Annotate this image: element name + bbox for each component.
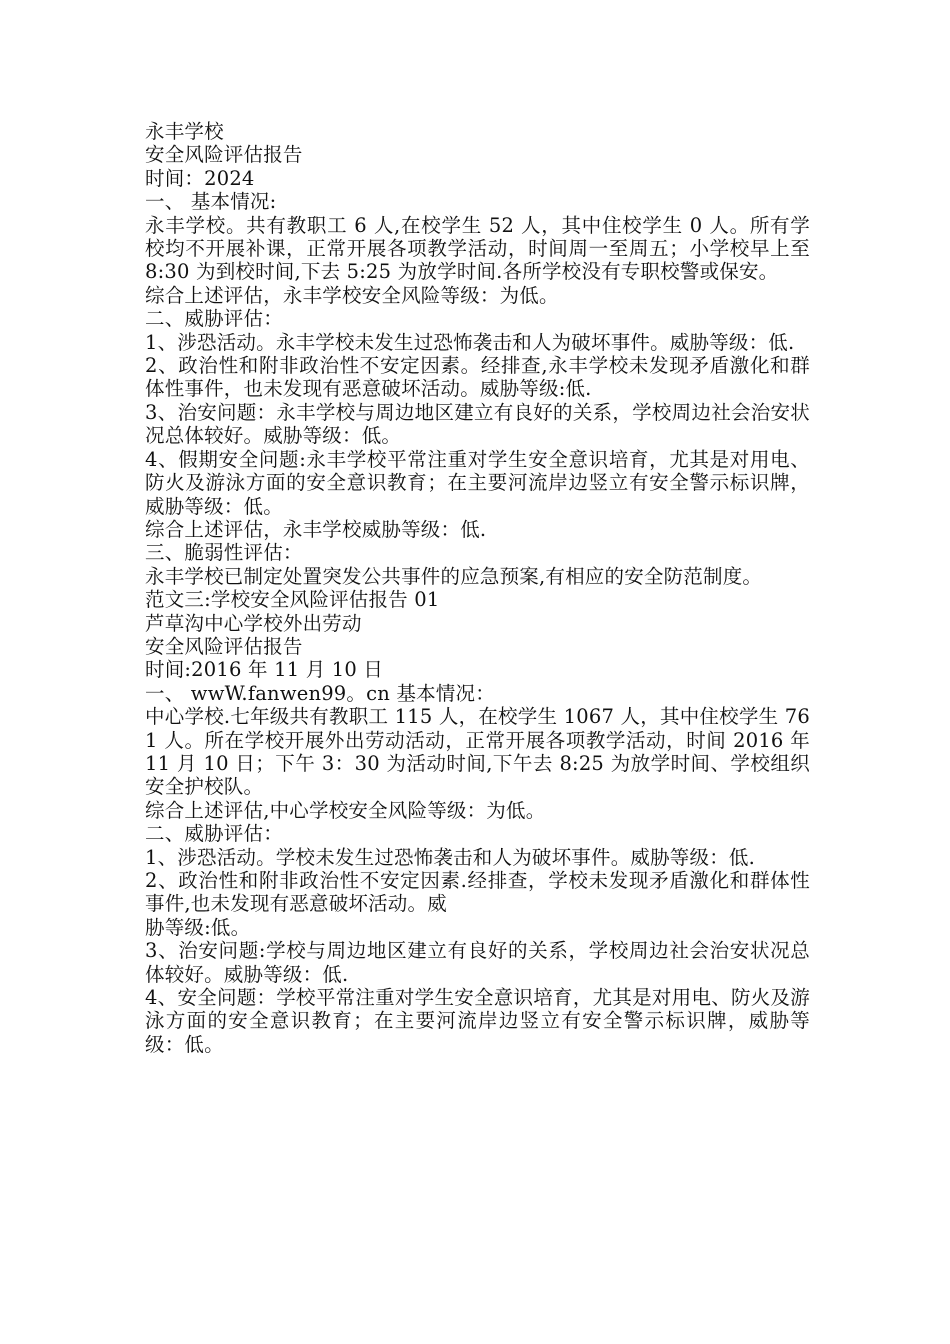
paragraph-risk-summary: 综合上述评估，永丰学校安全风险等级：为低。 xyxy=(145,283,559,307)
sample-paragraph-threat-1: 1、涉恐活动。学校未发生过恐怖袭击和人为破坏事件。威胁等级：低. xyxy=(145,845,756,869)
sample-paragraph-basic-info: 中心学校.七年级共有教职工 115 人，在校学生 1067 人，其中住校学生 761 人。所在学校开展外出劳动活动，正常开展各项教学活动，时间 2016 年 11 月 10 日；下午 3：30 为活动时间,下午去 8:25 为放学时间、学校组织安全护校队。 xyxy=(145,705,810,799)
sample-paragraph-threat-3: 3、治安问题:学校与周边地区建立有良好的关系，学校周边社会治安状况总体较好。威胁等级：低. xyxy=(145,939,810,986)
paragraph-threat-1: 1、涉恐活动。永丰学校未发生过恐怖袭击和人为破坏事件。威胁等级：低. xyxy=(145,330,795,354)
sample-report-title: 安全风险评估报告 xyxy=(145,634,303,658)
sample-report-date: 时间:2016 年 11 月 10 日 xyxy=(145,658,384,682)
paragraph-threat-4: 4、假期安全问题:永丰学校平常注重对学生安全意识培育，尤其是对用电、防火及游泳方面的安全意识教育；在主要河流岸边竖立有安全警示标识牌，威胁等级：低。 xyxy=(145,447,810,518)
school-name: 永丰学校 xyxy=(145,120,224,143)
section-heading-threat: 二、威胁评估： xyxy=(145,307,283,331)
sample-paragraph-threat-4: 4、安全问题：学校平常注重对学生安全意识培育，尤其是对用电、防火及游泳方面的安全意识教育；在主要河流岸边竖立有安全警示标识牌，威胁等级：低。 xyxy=(145,986,810,1056)
section-heading-vulnerability: 三、脆弱性评估： xyxy=(145,541,303,565)
sample-section-heading-basic: 一、 wwW.fanwen99。cn 基本情况： xyxy=(145,681,495,705)
sample-heading: 范文三:学校安全风险评估报告 01 xyxy=(145,588,440,612)
section-heading-basic: 一、 基本情况: xyxy=(145,190,277,214)
sample-paragraph-risk-summary: 综合上述评估,中心学校安全风险等级：为低。 xyxy=(145,798,546,822)
paragraph-threat-2: 2、政治性和附非政治性不安定因素。经排查,永丰学校未发现矛盾激化和群体性事件，也未发现有恶意破坏活动。威胁等级:低. xyxy=(145,354,810,401)
sample-school-name: 芦草沟中心学校外出劳动 xyxy=(145,611,362,635)
sample-paragraph-threat-2: 2、政治性和附非政治性不安定因素.经排查，学校未发现矛盾激化和群体性事件,也未发现有恶意破坏活动。威 xyxy=(145,869,810,916)
report-title: 安全风险评估报告 xyxy=(145,143,303,167)
report-date: 时间：2024 xyxy=(145,166,255,190)
paragraph-basic-info: 永丰学校。共有教职工 6 人,在校学生 52 人，其中住校学生 0 人。所有学校均不开展补课，正常开展各项教学活动，时间周一至周五；小学校早上至 8:30 为到校时间,下去 5:25 为放学时间.各所学校没有专职校警或保安。 xyxy=(145,213,810,284)
sample-section-heading-threat: 二、威胁评估： xyxy=(145,822,283,846)
document-body xyxy=(145,120,810,1056)
paragraph-threat-summary: 综合上述评估，永丰学校威胁等级：低. xyxy=(145,517,487,541)
paragraph-vulnerability: 永丰学校已制定处置突发公共事件的应急预案,有相应的安全防范制度。 xyxy=(145,564,763,588)
paragraph-threat-3: 3、治安问题：永丰学校与周边地区建立有良好的关系，学校周边社会治安状况总体较好。威胁等级：低。 xyxy=(145,400,810,448)
sample-paragraph-threat-2-cont: 胁等级:低。 xyxy=(145,915,251,939)
